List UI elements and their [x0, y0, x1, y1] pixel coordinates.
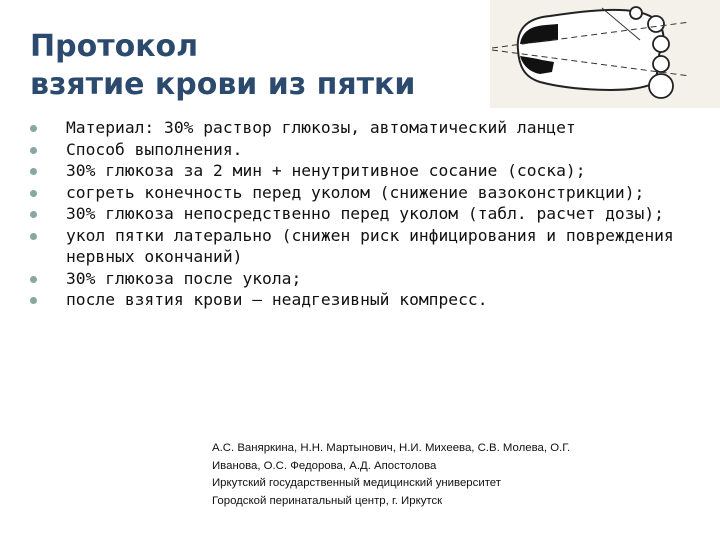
- credits: [212, 440, 712, 510]
- list-item: 30% глюкоза после укола;: [28, 268, 708, 290]
- title-line-2: взятие крови из пятки: [30, 67, 416, 102]
- bullet-icon: [30, 168, 37, 175]
- credits-authors-2: Иванова, О.С. Федорова, А.Д. Апостолова: [212, 459, 437, 472]
- heel-lancet-diagram-icon: [490, 0, 720, 108]
- bullet-icon: [30, 190, 37, 197]
- list-item: укол пятки латерально (снижен риск инфицирования и повреждения нервных окончаний): [28, 225, 708, 268]
- bullet-icon: [30, 297, 37, 304]
- list-item: Способ выполнения.: [28, 139, 708, 161]
- protocol-list: [28, 117, 708, 311]
- credits-center: Городской перинатальный центр, г. Иркутск: [212, 494, 443, 507]
- credits-authors-1: А.С. Ваняркина, Н.Н. Мартынович, Н.И. Михеева, С.В. Молева, О.Г.: [212, 442, 571, 454]
- list-item: 30% глюкоза непосредственно перед уколом (табл. расчет дозы);: [28, 203, 708, 225]
- bullet-icon: [30, 125, 37, 132]
- bullet-icon: [30, 147, 37, 154]
- list-item: согреть конечность перед уколом (снижение вазоконстрикции);: [28, 182, 708, 204]
- bullet-icon: [30, 276, 37, 283]
- title-line-1: Протокол: [30, 29, 199, 64]
- list-item: 30% глюкоза за 2 мин + ненутритивное сосание (соска);: [28, 160, 708, 182]
- bullet-icon: [30, 211, 37, 218]
- list-item: после взятия крови – неадгезивный компресс.: [28, 289, 708, 311]
- heel-diagram: [490, 0, 720, 108]
- bullet-icon: [30, 233, 37, 240]
- list-item: Материал: 30% раствор глюкозы, автоматический ланцет: [28, 117, 708, 139]
- slide-title: [30, 28, 470, 104]
- credits-university: Иркутский государственный медицинский университет: [212, 477, 501, 489]
